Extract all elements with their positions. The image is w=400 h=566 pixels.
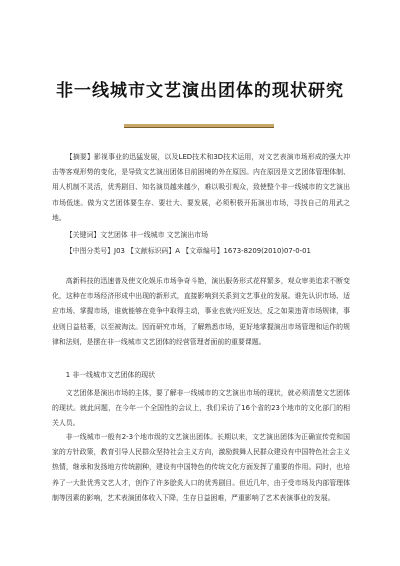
article-number-label: 【文章编号】	[182, 247, 224, 255]
keywords-line	[52, 228, 350, 243]
clc-value: J03	[114, 247, 125, 255]
abstract-text: 影视事业的迅猛发展，以及LED技术和3D技术运用，对文艺表演市场形成的强大冲击等客观形势的变化，是导致文艺演出团体目前困境的外在原因。内在原因是文艺团体管理体制、用人机制不灵活，优秀剧目、知名演员越来越少，难以吸引观众，致使整个非一线城市的文艺演出市场低迷。做为文艺团体要生存、要壮大、要发展，必须积极开拓演出市场，寻找自己的用武之地。	[52, 153, 351, 222]
title-divider	[124, 124, 274, 128]
intro-paragraph: 高新科技的迅速普及使文化娱乐市场争奇斗艳，演出服务形式花样繁多，观众审美追求不断变化，这种在市场经济形成中出现的新形式，直接影响到关系到文艺事业的发展。谁先认识市场、适应市场、掌握市场，谁就能够在竞争中取得主动，事业也就兴旺发达，反之如果违背市场规律，事业则日益枯萎，以至被淘汰。因而研究市场，了解熟悉市场，更好地掌握演出市场管理和运作的规律和法则，是摆在非一线城市文艺团体的经营管理者面前的重要课题。	[52, 277, 350, 346]
keywords-label: 【关键词】	[65, 231, 101, 239]
paper-title: 非一线城市文艺演出团体的现状研究	[56, 81, 344, 101]
doc-code-value: A	[175, 247, 180, 255]
article-number-value: 1673-8209(2010)07-0-01	[223, 247, 311, 255]
section-paragraph-2: 非一线城市一般有2-3个地市级的文艺演出团体。长期以来，文艺演出团体为正确宣传党和国家的方针政策，教育引导人民群众坚持社会主义方向，激励鼓舞人民群众建设有中国特色社会主义热情，继承和发扬地方传统剧种，建设有中国特色的传统文化方面发挥了重要的作用。同时，也培养了一大批优秀文艺人才，创作了许多脍炙人口的优秀剧目。但近几年，由于受市场及内部管理体制等因素的影响，艺术表演团体收入下降，生存日益困难，严重影响了艺术表演事业的发展。	[52, 433, 350, 502]
classification-line	[52, 244, 350, 259]
keywords-text: 文艺团体 非一线城市 文艺演出市场	[100, 231, 208, 239]
doc-code-label: 【文献标识码】	[127, 247, 176, 255]
section-paragraph-1: 文艺团体是演出市场的主体，要了解非一线城市的文艺演出市场的现状，就必须清楚文艺团体的现状。就此问题，在今年一个全国性的会议上，我们采访了16个省的23个地市的文化部门的相关人员。	[52, 389, 350, 428]
section-heading: 1 非一线城市文艺团体的现状	[65, 371, 156, 379]
abstract-label: 【摘要】	[65, 153, 94, 161]
abstract-paragraph	[52, 150, 350, 226]
clc-label: 【中图分类号】	[65, 247, 115, 255]
